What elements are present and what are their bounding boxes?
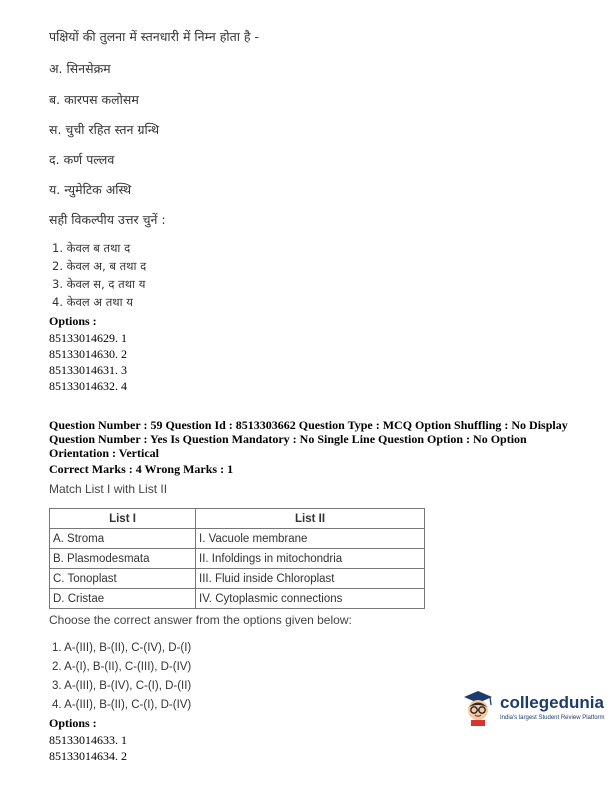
q59-instruction: Choose the correct answer from the options given below:	[49, 613, 352, 627]
table-cell: C. Tonoplast	[50, 569, 196, 589]
match-table	[49, 508, 425, 609]
logo-wordmark: collegedunia	[500, 693, 604, 712]
q59-option-id: 85133014633. 1	[49, 733, 127, 747]
table-header: List II	[196, 509, 425, 529]
q59-choice: 1. A-(III), B-(II), C-(IV), D-(I)	[52, 642, 192, 654]
table-cell: II. Infoldings in mitochondria	[196, 549, 425, 569]
q58-item: ब. कारपस कलोसम	[49, 92, 139, 107]
q58-option-id: 85133014631. 3	[49, 363, 127, 377]
table-cell: B. Plasmodesmata	[50, 549, 196, 569]
table-header-row	[50, 509, 425, 529]
q58-choice: 2. केवल अ, ब तथा द	[52, 259, 147, 273]
q59-options-label: Options :	[49, 716, 97, 730]
q58-option-id: 85133014632. 4	[49, 379, 127, 393]
q58-options-label: Options :	[49, 314, 97, 328]
q59-choice: 4. A-(III), B-(II), C-(I), D-(IV)	[52, 699, 192, 711]
table-cell: A. Stroma	[50, 529, 196, 549]
q58-item: स. चुची रहित स्तन ग्रन्थि	[49, 122, 160, 137]
table-row	[50, 589, 425, 609]
q58-instruction: सही विकल्पीय उत्तर चुनें :	[49, 212, 166, 227]
q59-choice: 3. A-(III), B-(IV), C-(I), D-(II)	[52, 680, 192, 692]
q58-item: द. कर्ण पल्लव	[49, 152, 115, 167]
q58-item: य. न्युमेटिक अस्थि	[49, 182, 132, 197]
logo-tagline: India's largest Student Review Platform	[500, 715, 605, 721]
table-cell: IV. Cytoplasmic connections	[196, 589, 425, 609]
graduate-mascot-icon	[460, 688, 496, 726]
table-cell: III. Fluid inside Chloroplast	[196, 569, 425, 589]
q58-option-id: 85133014629. 1	[49, 331, 127, 345]
table-row	[50, 569, 425, 589]
q59-marks: Correct Marks : 4 Wrong Marks : 1	[49, 462, 234, 476]
q58-option-id: 85133014630. 2	[49, 347, 127, 361]
q58-stem: पक्षियों की तुलना में स्तनधारी में निम्न होता है -	[49, 29, 260, 44]
table-header: List I	[50, 509, 196, 529]
q59-choice: 2. A-(I), B-(II), C-(III), D-(IV)	[52, 661, 192, 673]
q59-meta: Question Number : 59 Question Id : 8513303662 Question Type : MCQ Option Shuffling : No Display Question Number : Yes Is Question Mandatory : No Single Line Question Option : No Option Orientation : Vertical	[49, 418, 568, 460]
q58-choice: 3. केवल स, द तथा य	[52, 277, 146, 291]
collegedunia-logo	[460, 688, 610, 728]
table-cell: I. Vacuole membrane	[196, 529, 425, 549]
q58-choice: 4. केवल अ तथा य	[52, 295, 133, 309]
table-cell: D. Cristae	[50, 589, 196, 609]
q59-option-id: 85133014634. 2	[49, 749, 127, 763]
table-row	[50, 529, 425, 549]
q58-item: अ. सिनसेक्रम	[49, 61, 111, 76]
q59-stem: Match List I with List II	[49, 482, 168, 496]
table-row	[50, 549, 425, 569]
q58-choice: 1. केवल ब तथा द	[52, 241, 131, 255]
